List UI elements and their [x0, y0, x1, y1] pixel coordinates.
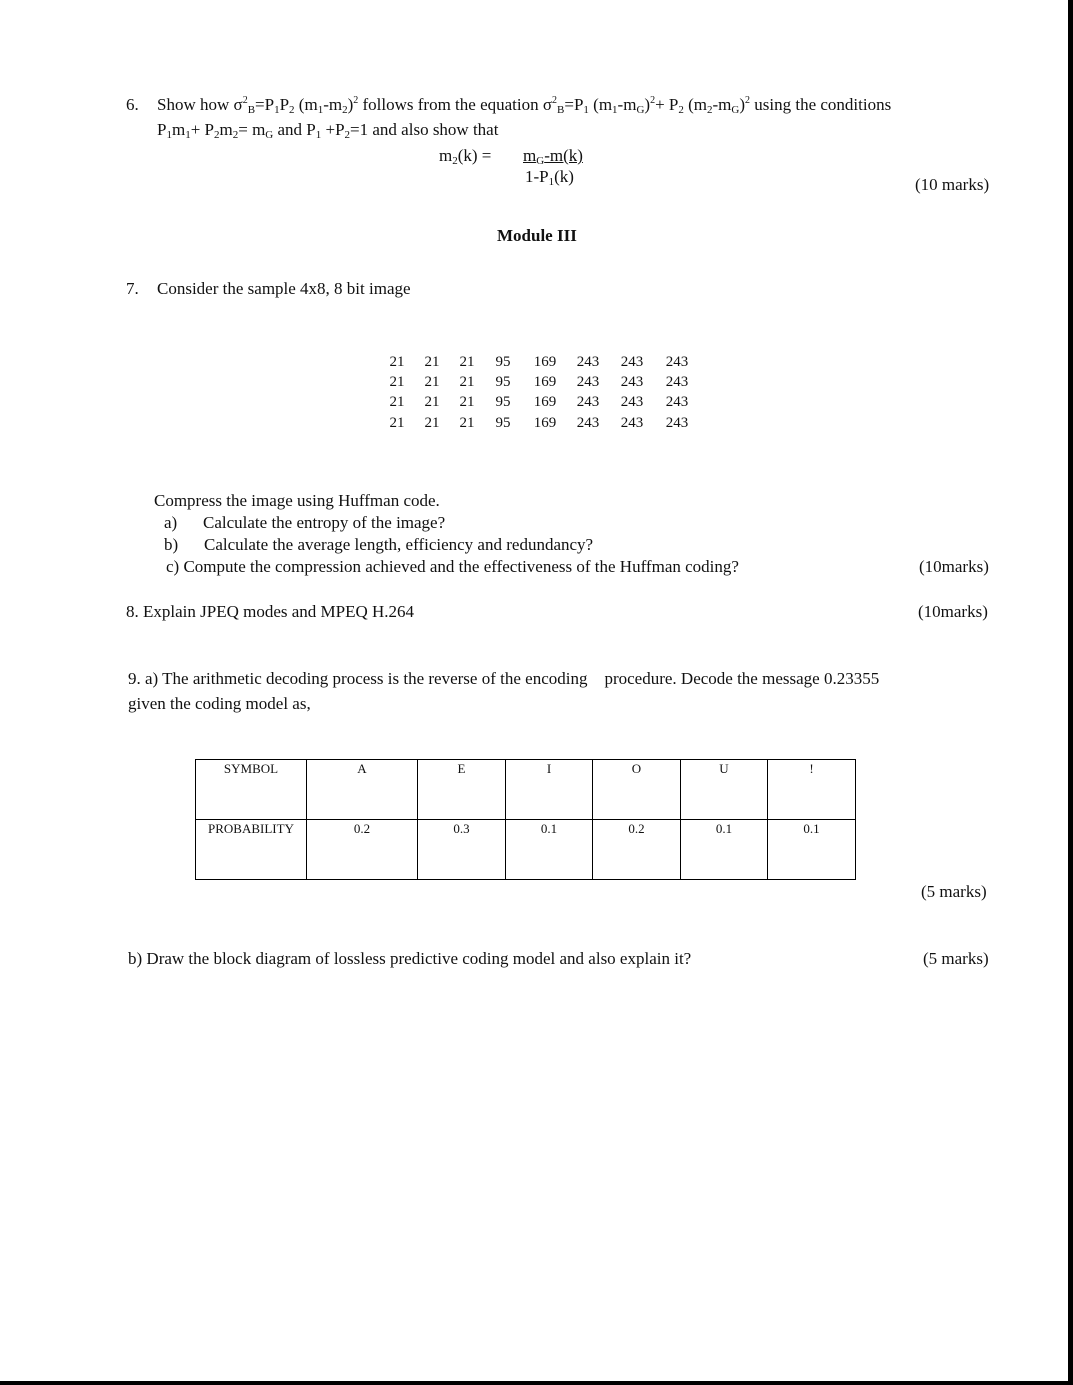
- module-heading: Module III: [497, 226, 577, 245]
- matrix-cell: 243: [620, 354, 644, 370]
- probability-cell: 0.1: [768, 820, 856, 880]
- q7-b-text: Calculate the average length, efficiency and redundancy?: [204, 535, 594, 554]
- text-run: (m: [588, 95, 613, 114]
- text-run: (k): [554, 167, 574, 186]
- matrix-cell: 169: [533, 394, 557, 410]
- matrix-cell: 169: [533, 374, 557, 390]
- q6-line1: [157, 95, 891, 115]
- matrix-cell: 243: [576, 374, 600, 390]
- subscript: 2: [232, 129, 239, 141]
- subscript: 2: [678, 104, 684, 116]
- subscript: 1: [185, 129, 191, 141]
- q7-b-label: b): [164, 535, 179, 554]
- text-run: m: [523, 146, 537, 165]
- text-run: P: [157, 120, 167, 139]
- subscript: 1: [317, 104, 324, 116]
- q6-number: 6.: [126, 95, 139, 114]
- text-run: =P: [564, 95, 584, 114]
- matrix-cell: 21: [424, 394, 440, 410]
- symbol-row: [196, 760, 856, 820]
- q7-a-text: Calculate the entropy of the image?: [203, 513, 446, 532]
- text-run: m: [219, 120, 233, 139]
- matrix-cell: 21: [424, 354, 440, 370]
- q6-equation-lhs: [439, 146, 491, 166]
- text-run: +P: [321, 120, 345, 139]
- text-run: + P: [190, 120, 214, 139]
- probability-cell: 0.2: [593, 820, 681, 880]
- superscript: 2: [650, 95, 656, 106]
- q8-marks: (10marks): [918, 602, 988, 621]
- matrix-cell: 169: [533, 354, 557, 370]
- text-run: -m(k): [544, 146, 583, 165]
- subscript: B: [247, 104, 256, 116]
- text-run: Show how σ: [157, 95, 243, 114]
- text-run: m: [171, 120, 186, 139]
- subscript: G: [636, 104, 645, 116]
- q9a-line2: given the coding model as,: [128, 694, 311, 713]
- subscript: 2: [452, 155, 458, 167]
- subscript: 2: [707, 104, 713, 116]
- matrix-cell: 243: [576, 415, 600, 431]
- matrix-cell: 21: [459, 354, 475, 370]
- coding-model-table: [195, 759, 856, 880]
- symbol-cell: E: [418, 760, 506, 820]
- matrix-cell: 243: [576, 354, 600, 370]
- matrix-cell: 243: [665, 374, 689, 390]
- text-run: ): [347, 95, 354, 114]
- symbol-cell: U: [681, 760, 768, 820]
- subscript: 1: [315, 129, 322, 141]
- row-label: PROBABILITY: [196, 820, 307, 880]
- q7-intro: Compress the image using Huffman code.: [154, 491, 440, 510]
- matrix-cell: 21: [424, 415, 440, 431]
- text-run: -m: [617, 95, 637, 114]
- text-run: (m: [294, 95, 318, 114]
- text-run: ): [644, 95, 651, 114]
- symbol-cell: !: [768, 760, 856, 820]
- probability-row: [196, 820, 856, 880]
- superscript: 2: [353, 95, 359, 106]
- matrix-cell: 21: [459, 415, 475, 431]
- text-run: (k) =: [457, 146, 492, 165]
- symbol-cell: A: [307, 760, 418, 820]
- q9b-marks: (5 marks): [923, 949, 989, 968]
- subscript: 2: [289, 104, 295, 116]
- matrix-cell: 95: [495, 354, 511, 370]
- q7-c-text: c) Compute the compression achieved and the effectiveness of the Huffman coding?: [166, 557, 739, 576]
- text-run: ): [739, 95, 746, 114]
- q9a-line1: 9. a) The arithmetic decoding process is the reverse of the encoding procedure. Decode the message 0.23355: [128, 669, 880, 688]
- matrix-cell: 243: [620, 374, 644, 390]
- text-run: -m: [712, 95, 732, 114]
- matrix-cell: 169: [533, 415, 557, 431]
- matrix-cell: 243: [665, 354, 689, 370]
- page-right-border: [1068, 0, 1073, 1385]
- subscript: 2: [214, 129, 220, 141]
- matrix-cell: 95: [495, 394, 511, 410]
- text-run: =1 and also show that: [350, 120, 499, 139]
- matrix-cell: 21: [389, 394, 405, 410]
- text-run: + P: [655, 95, 679, 114]
- q7-text: Consider the sample 4x8, 8 bit image: [157, 279, 411, 298]
- matrix-cell: 243: [620, 394, 644, 410]
- probability-cell: 0.2: [307, 820, 418, 880]
- subscript: 1: [274, 104, 280, 116]
- matrix-cell: 21: [389, 354, 405, 370]
- probability-cell: 0.1: [681, 820, 768, 880]
- subscript: 1: [548, 176, 555, 188]
- matrix-cell: 243: [620, 415, 644, 431]
- q9b-text: b) Draw the block diagram of lossless predictive coding model and also explain it?: [128, 949, 692, 968]
- symbol-cell: I: [506, 760, 593, 820]
- row-label: SYMBOL: [196, 760, 307, 820]
- text-run: using the conditions: [750, 95, 892, 114]
- matrix-cell: 243: [665, 394, 689, 410]
- text-run: 1-P: [525, 167, 549, 186]
- q6-line2: [157, 120, 498, 140]
- q7-a-label: a): [164, 513, 178, 532]
- q6-marks: (10 marks): [915, 175, 990, 194]
- text-run: -m: [323, 95, 343, 114]
- subscript: 1: [612, 104, 618, 116]
- subscript: G: [731, 104, 740, 116]
- symbol-cell: O: [593, 760, 681, 820]
- text-run: =P: [255, 95, 275, 114]
- q7-marks: (10marks): [919, 557, 989, 576]
- text-run: = m: [238, 120, 266, 139]
- matrix-cell: 243: [576, 394, 600, 410]
- subscript: 2: [342, 104, 348, 116]
- superscript: 2: [242, 95, 248, 106]
- matrix-cell: 21: [389, 374, 405, 390]
- matrix-cell: 21: [459, 394, 475, 410]
- matrix-cell: 243: [665, 415, 689, 431]
- matrix-cell: 21: [424, 374, 440, 390]
- text-run: and P: [273, 120, 316, 139]
- matrix-cell: 21: [389, 415, 405, 431]
- subscript: 1: [583, 104, 589, 116]
- subscript: 1: [166, 129, 172, 141]
- q9a-marks: (5 marks): [921, 882, 987, 901]
- matrix-cell: 95: [495, 415, 511, 431]
- matrix-cell: 21: [459, 374, 475, 390]
- q6-equation-numerator: [523, 146, 583, 166]
- subscript: B: [557, 104, 565, 116]
- matrix-cell: 95: [495, 374, 511, 390]
- q8-text: 8. Explain JPEQ modes and MPEQ H.264: [126, 602, 415, 621]
- subscript: G: [265, 129, 274, 141]
- subscript: 2: [344, 129, 351, 141]
- subscript: G: [536, 155, 545, 167]
- superscript: 2: [552, 95, 558, 106]
- q6-equation-denominator: [525, 167, 574, 187]
- text-run: m: [439, 146, 453, 165]
- probability-cell: 0.1: [506, 820, 593, 880]
- text-run: P: [279, 95, 290, 114]
- probability-cell: 0.3: [418, 820, 506, 880]
- page-bottom-border: [0, 1381, 1073, 1385]
- superscript: 2: [745, 95, 751, 106]
- text-run: follows from the equation σ: [358, 95, 553, 114]
- q7-number: 7.: [126, 279, 139, 298]
- text-run: (m: [683, 95, 707, 114]
